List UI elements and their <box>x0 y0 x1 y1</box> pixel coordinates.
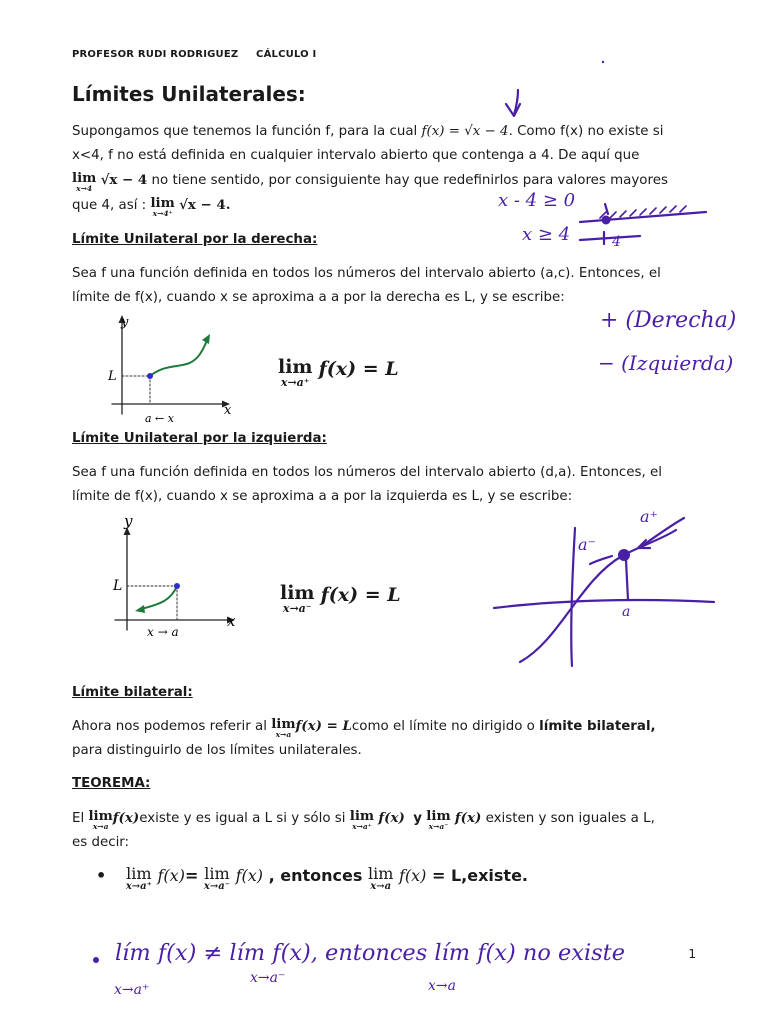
function-expression: f(x) = √x − 4 <box>421 124 509 139</box>
graph-x-label: x <box>224 403 232 418</box>
limit-point <box>147 373 153 379</box>
section-title-left-limit: Límite Unilateral por la izquierda: <box>72 431 327 446</box>
hand-plus-derecha: + (Derecha) <box>600 308 737 333</box>
graph-a-label: a ← x <box>145 412 174 425</box>
limit-point <box>174 583 180 589</box>
graph-x-label: x <box>227 612 236 630</box>
down-arrow-icon <box>514 90 518 115</box>
left-limit-graph <box>105 508 255 643</box>
intro-line-1: Supongamos que tenemos la función f, para la cual f(x) = √x − 4. Como f(x) no existe si <box>72 124 664 139</box>
hand-curve <box>520 530 676 662</box>
hand-inequality-2: x ≥ 4 <box>522 224 571 245</box>
hand-arrow-head-plus <box>638 540 650 548</box>
page-header <box>72 49 316 60</box>
sqrt-expression-2: √x − 4. <box>179 197 231 213</box>
theorem-text: El lim x→a f(x)existe y es igual a L si y sólo si lim x→a⁺ f(x) y lim x→a⁻ f(x) existen y son iguales a L, es decir: <box>72 807 655 850</box>
hand-inequality-1: x - 4 ≥ 0 <box>498 190 576 211</box>
hand-a-plus: a⁺ <box>640 507 658 526</box>
hand-number-line-bottom <box>580 236 640 240</box>
intro-line-4: que 4, así : lim x→4⁺ √x − 4. <box>72 194 231 218</box>
sqrt-expression: √x − 4 <box>100 172 148 188</box>
hand-bottom-sub-2: x→a⁻ <box>250 970 286 986</box>
hand-bottom-sub-1: x→a⁺ <box>114 982 150 998</box>
course-name: CÁLCULO I <box>256 49 317 60</box>
graph-L-label: L <box>108 369 117 384</box>
author-name: PROFESOR RUDI RODRIGUEZ <box>72 49 239 60</box>
right-limit-text: Sea f una función definida en todos los números del intervalo abierto (a,c). Entonces, el límite de f(x), cuando x se aproxima a a por la derecha es L, y se escribe: <box>72 266 661 305</box>
hand-bottom-sub-3: x→a <box>428 978 456 994</box>
intro-paragraph <box>72 120 702 218</box>
limit-x-to-4: lim x→4 <box>72 169 97 193</box>
right-limit-graph <box>100 310 250 430</box>
hand-a-minus: a⁻ <box>578 535 596 554</box>
page-title: Límites Unilaterales: <box>72 82 306 106</box>
formula-right-limit: lim x→a⁺ f(x) = L <box>278 356 399 389</box>
section-title-theorem: TEOREMA: <box>72 776 151 791</box>
graph-y-label: y <box>124 512 133 530</box>
graph-y-label: y <box>121 315 129 330</box>
limit-x-to-4-plus: lim x→4⁺ <box>150 194 175 218</box>
limit-x-to-a: lim x→a <box>271 715 296 739</box>
curve-arrow <box>135 605 145 613</box>
hand-minus-izquierda: − (Izquierda) <box>598 351 734 375</box>
graph-L-label: L <box>113 578 123 594</box>
down-arrow-head-icon <box>506 104 520 116</box>
left-limit-text: Sea f una función definida en todos los números del intervalo abierto (d,a). Entonces, el límite de f(x), cuando x se aproxima a a por la izquierda es L, y se escribe: <box>72 465 662 504</box>
hand-y-axis <box>571 528 575 666</box>
section-title-bilateral: Límite bilateral: <box>72 685 193 700</box>
hand-x-axis <box>494 600 714 608</box>
hand-arrow-a-minus <box>590 556 612 564</box>
hand-bullet <box>93 957 99 963</box>
hand-vertical-a <box>626 560 628 600</box>
page-number: 1 <box>688 947 696 961</box>
intro-line-3: lim x→4 √x − 4 no tiene sentido, por consiguiente hay que redefinirlos para valores mayores <box>72 169 668 193</box>
hand-arrow-a-plus <box>642 518 684 546</box>
intro-line-2: x<4, f no está definida en cualquier intervalo abierto que contenga a 4. De aquí que <box>72 148 640 163</box>
graph-a-label: x → a <box>147 625 179 639</box>
formula-left-limit: lim x→a⁻ f(x) = L <box>280 582 401 615</box>
curve-left <box>141 586 177 609</box>
bilateral-text: Ahora nos podemos referir al lim x→a f(x) = Lcomo el límite no dirigido o límite bilateral, para distinguirlo de los límites unilaterales. <box>72 715 656 758</box>
ink-dot <box>602 61 604 63</box>
theorem-formula: • lim x→a⁺ f(x)= lim x→a⁻ f(x) , entonces lim x→a f(x) = L,existe. <box>96 864 528 892</box>
hand-four: 4 <box>612 234 621 250</box>
section-title-right-limit: Límite Unilateral por la derecha: <box>72 232 318 247</box>
hand-bottom-statement: lím f(x) ≠ lím f(x), entonces lím f(x) no existe <box>115 941 625 966</box>
hand-point-a <box>618 549 630 561</box>
curve-right <box>150 338 208 376</box>
hand-a-label: a <box>622 604 631 620</box>
